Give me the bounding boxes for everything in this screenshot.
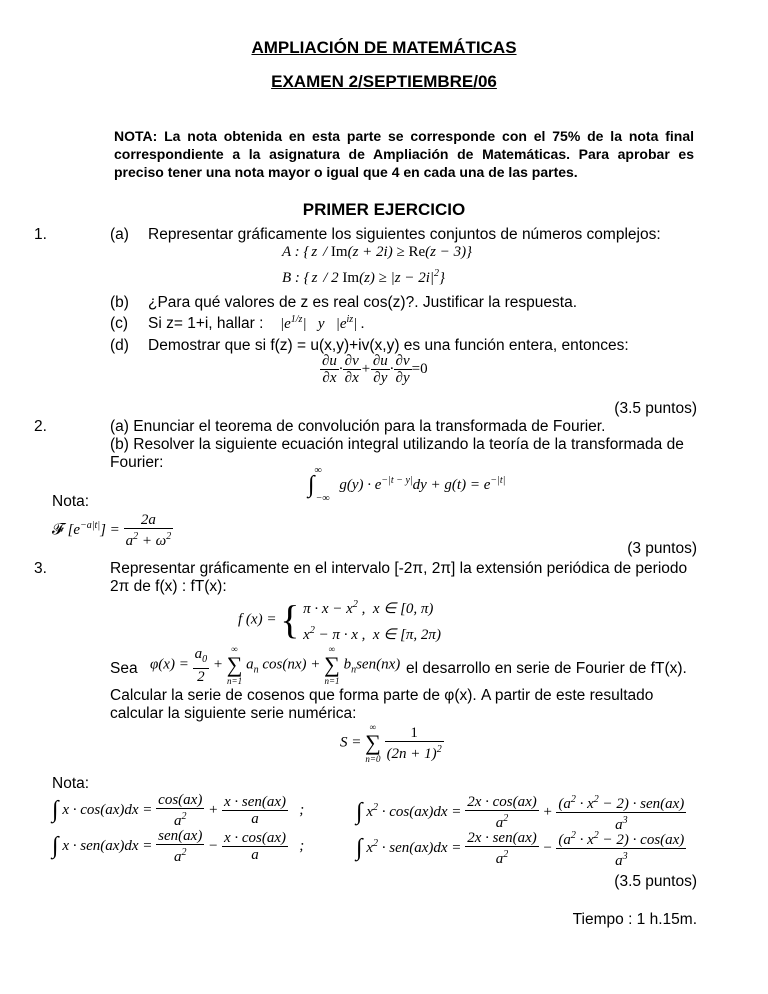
cauchy-riemann-formula: $\frac{\partial u}{\partial x}$ · $\frac{\partial v}{\partial x}$ + $\frac{\partial u}{\partial y}$ · $\frac{\partial v}{\partial y}$ =0 <box>322 353 428 386</box>
q1c-label: (c) <box>110 315 129 332</box>
integral-x2-sen: ∫ $x^2 \cdot sen(ax)dx$ = $\frac{\text{2x · sen(ax)}}{a^2}$ − $\frac{(a^2 \cdot x^2 - 2) \cdot \cos(ax)}{a^3}$ <box>356 830 685 869</box>
q3-text-2: 2π de f(x) : fT(x): <box>110 578 227 595</box>
q2-points: (3 puntos) <box>627 540 697 557</box>
q1-points: (3.5 puntos) <box>614 400 697 417</box>
section-title: PRIMER EJERCICIO <box>302 200 466 219</box>
q2-note-label: Nota: <box>52 493 90 510</box>
q1b-text: ¿Para qué valores de z es real cos(z)?. Justificar la respuesta. <box>148 294 578 311</box>
q3-calc-2: calcular la siguiente serie numérica: <box>110 705 357 722</box>
q3-number: 3. <box>34 560 47 577</box>
q1b-label: (b) <box>110 294 129 311</box>
set-a-formula: A : { z / Im(z + 2i) ≥ Re(z − 3)} <box>282 244 473 260</box>
q2-number: 2. <box>34 418 47 435</box>
q3-text-1: Representar gráficamente en el intervalo [-2π, 2π] la extensión periódica de periodo <box>110 560 688 577</box>
q3-sea-tail: el desarrollo en serie de Fourier de fT(x). <box>406 660 687 677</box>
exam-time: Tiempo : 1 h.15m. <box>572 911 697 928</box>
q1c-formula: $|e^{1/z}|$ y $|e^{iz}|$ . <box>280 314 365 332</box>
q2b-text: (b) Resolver la siguiente ecuación integral utilizando la teoría de la transformada de <box>110 436 684 453</box>
q3-points: (3.5 puntos) <box>614 873 697 890</box>
set-b-formula: B : { z / 2 $Im(z) \ge |z - 2i|^2$} <box>282 268 446 286</box>
integral-x2-cos: ∫ $x^2 \cdot \cos(ax)dx$ = $\frac{2x \cdot \cos(ax)}{a^2}$ + $\frac{(a^2 \cdot x^2 - 2) \cdot sen(ax)}{a^3}$ <box>356 794 685 833</box>
exam-title: AMPLIACIÓN DE MATEMÁTICAS <box>251 38 517 57</box>
q3-sea: Sea <box>110 660 138 677</box>
integral-x-sen: ∫ x · sen(ax)dx = $\frac{\text{sen(ax)}}{a^2}$ − $\frac{x \cdot \cos(ax)}{a}$ ; <box>52 828 305 865</box>
q1c-text: Si z= 1+i, hallar : <box>148 315 264 332</box>
exam-subtitle: EXAMEN 2/SEPTIEMBRE/06 <box>271 72 497 91</box>
integral-x-cos: ∫ x · cos(ax)dx = $\frac{\cos(ax)}{a^2}$ + $\frac{\text{x · sen(ax)}}{a}$ ; <box>52 792 305 829</box>
integral-equation: $\int^\infty_{-\infty}$ $g(y) \cdot e^{-|t - y|}dy + g(t) = e^{-|t|}$ <box>308 464 506 504</box>
q2a-text: (a) Enunciar el teorema de convolución para la transformada de Fourier. <box>110 418 606 435</box>
q1d-label: (d) <box>110 337 129 354</box>
q3-calc-1: Calcular la serie de cosenos que forma parte de φ(x). A partir de este resultado <box>110 687 654 704</box>
general-note: NOTA: La nota obtenida en esta parte se corresponde con el 75% de la nota final correspondiente a la asignatura de Ampliación de Matemáticas. Para aprobar es preciso tener una nota mayor o igual que 4 en cada una de las partes. <box>114 128 694 180</box>
q1d-text: Demostrar que si f(z) = u(x,y)+iv(x,y) es una función entera, entonces: <box>148 337 629 354</box>
q1-number: 1. <box>34 226 47 243</box>
q1a-text: Representar gráficamente los siguientes conjuntos de números complejos: <box>148 226 661 243</box>
fourier-series-formula: φ(x) = $\frac{a_0}{2}$ + ∞ ∑ n=1 $a_n$ cos(nx) + ∞ ∑ n=1 $b_nsen(nx)$ <box>150 644 401 686</box>
q3-note-label: Nota: <box>52 775 90 792</box>
q2b-text-cont: Fourier: <box>110 454 164 471</box>
q2-note-formula: 𝓕 $[e^{-a|t|}]$ = $\frac{2a}{a^2 + \omega^2}$ <box>52 512 172 549</box>
numeric-series-formula: S = ∞ ∑ n=0 $\frac{1}{(2n + 1)^2}$ <box>340 722 442 764</box>
piecewise-function: f (x) = { $\pi \cdot x - x^2$ , x ∈ [0, π) $x^2 - \pi \cdot x$ , x ∈ [π, 2π) <box>238 597 441 643</box>
q1a-label: (a) <box>110 226 129 243</box>
